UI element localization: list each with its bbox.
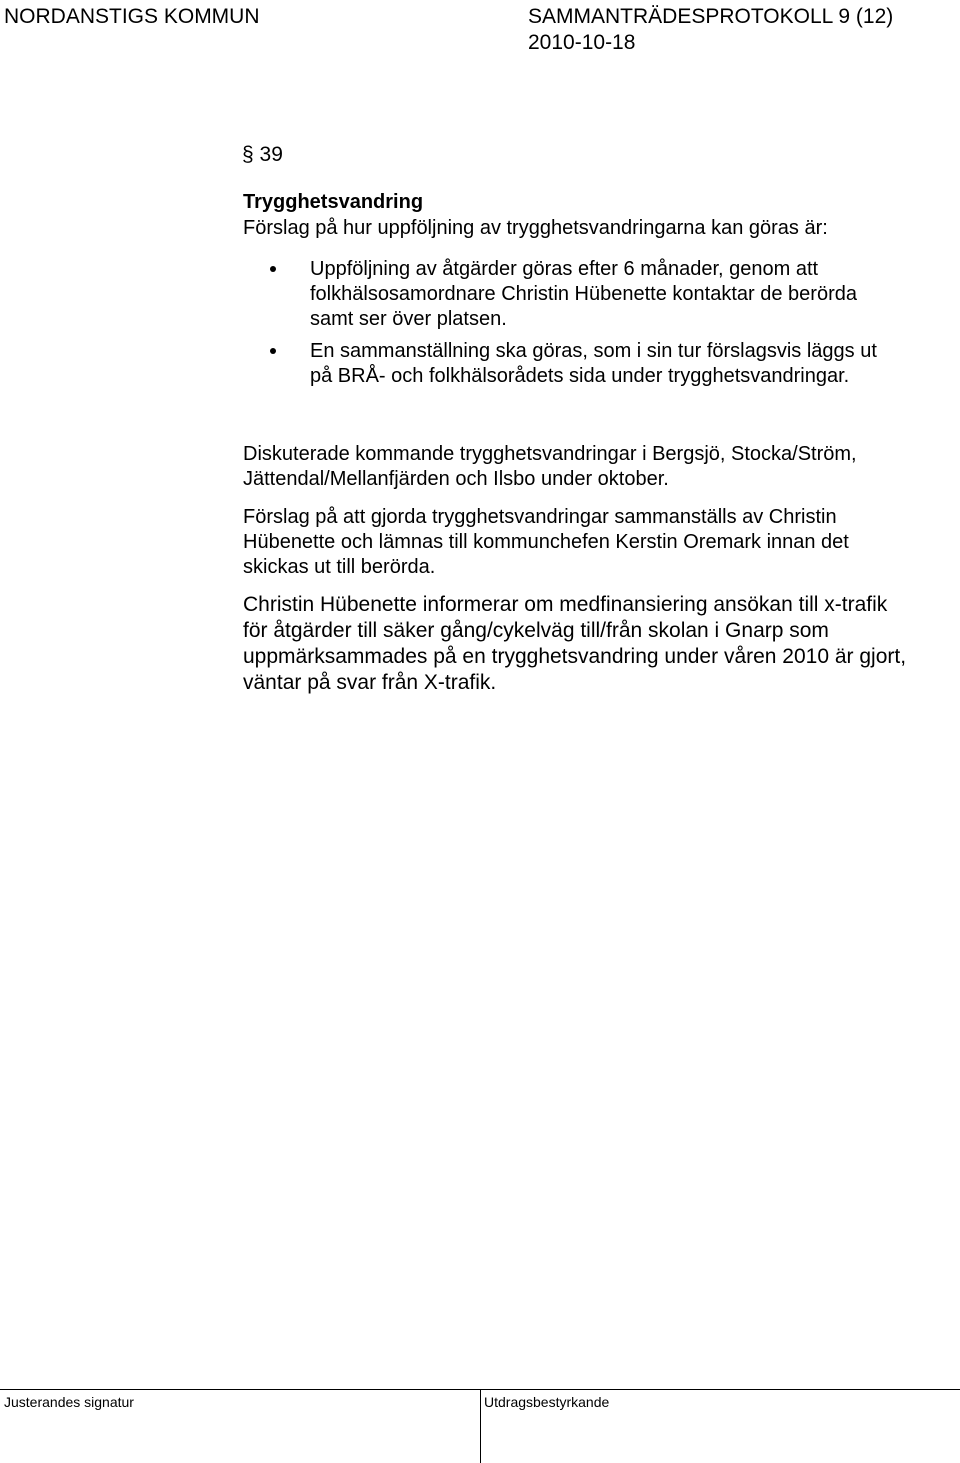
footer-column-divider [480,1389,481,1463]
paragraph-discussion [243,442,953,492]
paragraph-proposal [243,505,953,580]
bullet-icon [270,266,276,272]
organization-name: NORDANSTIGS KOMMUN [4,5,260,28]
bullet-line: på BRÅ- och folkhälsorådets sida under trygghetsvandringar. [310,365,850,387]
paragraph-information [243,592,953,696]
paragraph-line: för åtgärder till säker gång/cykelväg till/från skolan i Gnarp som [243,619,829,642]
intro-text: Förslag på hur uppföljning av trygghetsvandringarna kan göras är: [243,217,828,239]
footer-certification-label: Utdragsbestyrkande [484,1394,610,1410]
paragraph-line: väntar på svar från X-trafik. [243,671,497,694]
footer-signature-label: Justerandes signatur [4,1394,134,1410]
bullet-line: En sammanställning ska göras, som i sin tur förslagsvis läggs ut [310,340,877,362]
list-item [270,339,950,389]
section-title: Trygghetsvandring [243,191,424,213]
bullet-line: samt ser över platsen. [310,308,507,330]
bullet-line: folkhälsosamordnare Christin Hübenette kontaktar de berörda [310,283,857,305]
bullet-list [270,257,950,396]
document-type: SAMMANTRÄDESPROTOKOLL 9 (12) [528,5,894,28]
meeting-date: 2010-10-18 [528,31,636,54]
paragraph-line: uppmärksammades på en trygghetsvandring under våren 2010 är gjort, [243,645,907,668]
paragraph-line: Jättendal/Mellanfjärden och Ilsbo under oktober. [243,468,669,490]
paragraph-line: skickas ut till berörda. [243,556,436,578]
list-item [270,257,950,332]
bullet-icon [270,348,276,354]
paragraph-line: Christin Hübenette informerar om medfinansiering ansökan till x-trafik [243,593,888,616]
paragraph-line: Hübenette och lämnas till kommunchefen Kerstin Oremark innan det [243,531,849,553]
paragraph-line: Diskuterade kommande trygghetsvandringar i Bergsjö, Stocka/Ström, [243,443,857,465]
section-number: § 39 [242,143,283,166]
bullet-line: Uppföljning av åtgärder göras efter 6 månader, genom att [310,258,819,280]
paragraph-line: Förslag på att gjorda trygghetsvandringar sammanställs av Christin [243,506,837,528]
